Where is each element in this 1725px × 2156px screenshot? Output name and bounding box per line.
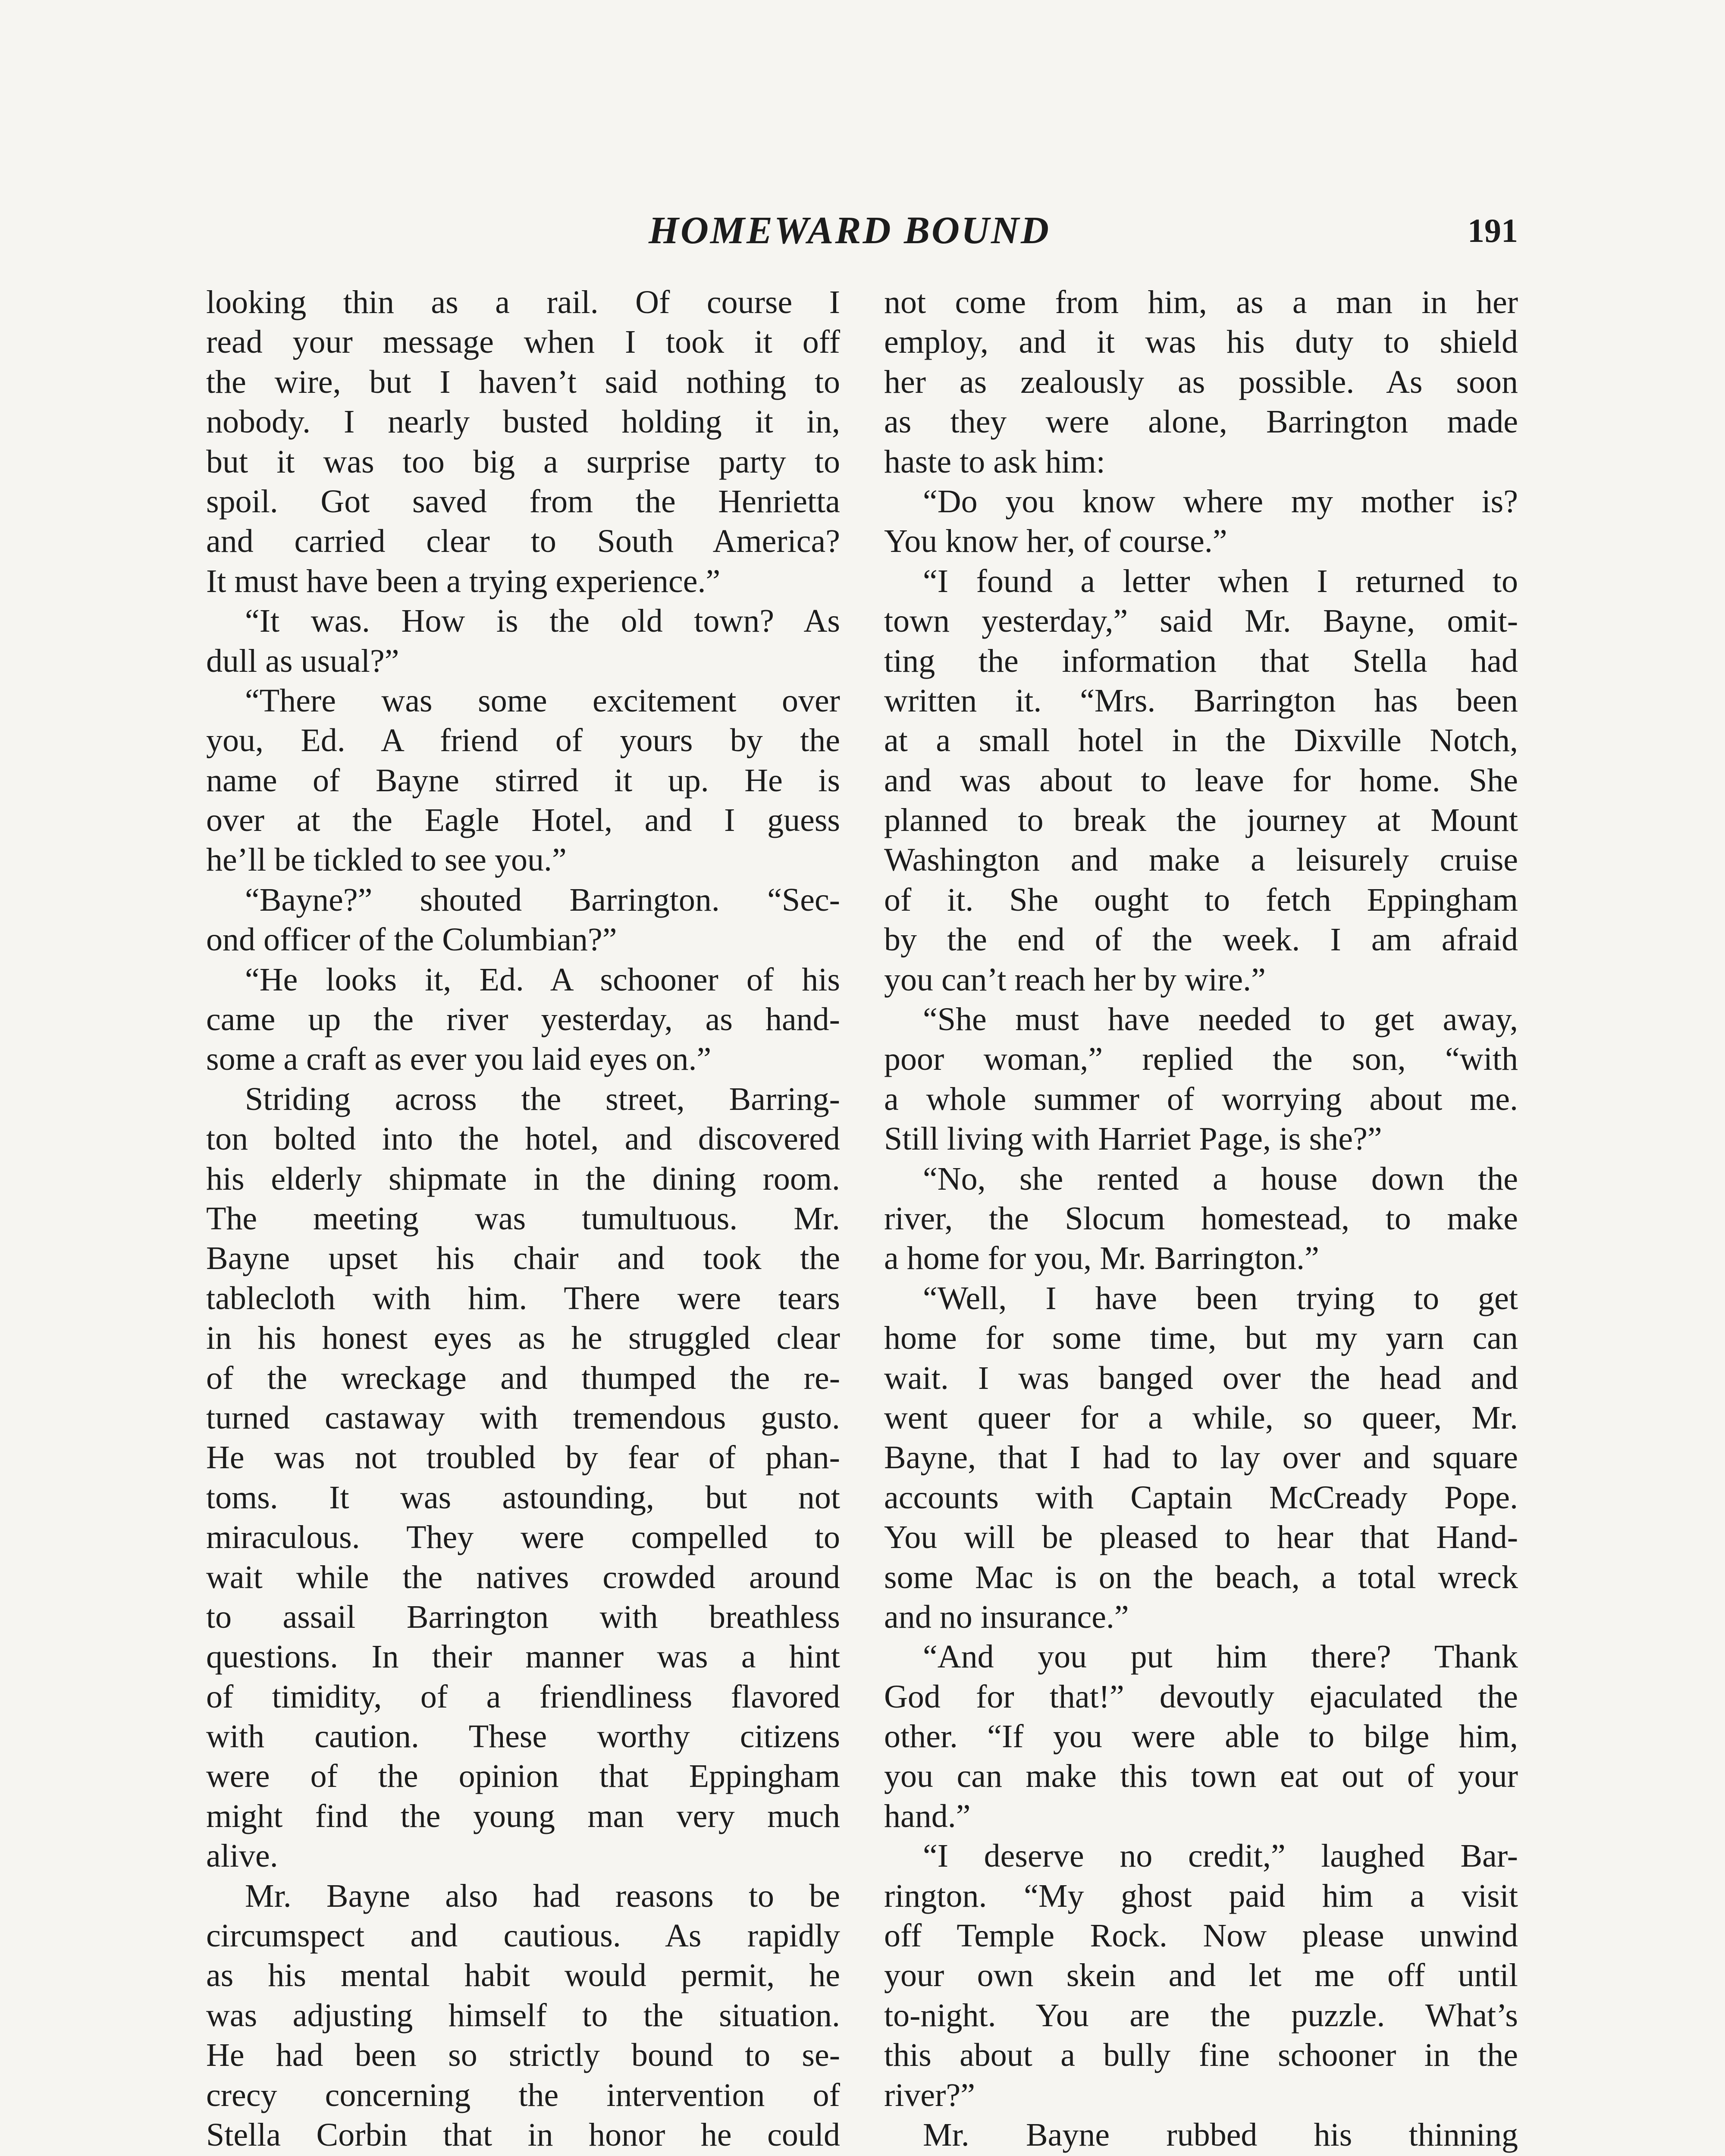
text-line: to assail Barrington with breathless xyxy=(206,1598,840,1635)
text-line: of it. She ought to fetch Eppingham xyxy=(884,881,1518,918)
text-line: rington. “My ghost paid him a visit xyxy=(884,1877,1518,1914)
text-line: “He looks it, Ed. A schooner of his xyxy=(245,961,840,998)
text-line: but it was too big a surprise party to xyxy=(206,443,840,480)
text-line: “It was. How is the old town? As xyxy=(245,603,840,639)
text-line: might find the young man very much xyxy=(206,1798,840,1834)
text-line: as they were alone, Barrington made xyxy=(884,404,1518,440)
text-line: the wire, but I haven’t said nothing to xyxy=(206,364,840,400)
text-line: and no insurance.” xyxy=(884,1598,1129,1635)
text-line: “No, she rented a house down the xyxy=(923,1160,1518,1197)
text-line: Striding across the street, Barring- xyxy=(245,1081,840,1117)
text-line: by the end of the week. I am afraid xyxy=(884,921,1518,958)
text-line: “She must have needed to get away, xyxy=(923,1001,1518,1038)
right-text-column xyxy=(884,282,1518,2156)
text-line: nobody. I nearly busted holding it in, xyxy=(206,404,840,440)
text-line: name of Bayne stirred it up. He is xyxy=(206,762,840,799)
text-line: a whole summer of worrying about me. xyxy=(884,1081,1518,1117)
text-line: He had been so strictly bound to se- xyxy=(206,2037,840,2074)
text-line: town yesterday,” said Mr. Bayne, omit- xyxy=(884,603,1518,639)
text-line: ton bolted into the hotel, and discovered xyxy=(206,1121,840,1157)
text-line: your own skein and let me off until xyxy=(884,1957,1518,1994)
text-line: crecy concerning the intervention of xyxy=(206,2077,840,2113)
text-line: The meeting was tumultuous. Mr. xyxy=(206,1200,840,1237)
text-line: off Temple Rock. Now please unwind xyxy=(884,1918,1518,1954)
text-line: “And you put him there? Thank xyxy=(923,1639,1518,1675)
text-line: and carried clear to South America? xyxy=(206,523,840,560)
text-line: you can make this town eat out of your xyxy=(884,1758,1518,1795)
text-line: turned castaway with tremendous gusto. xyxy=(206,1399,840,1436)
text-line: “Do you know where my mother is? xyxy=(923,483,1518,520)
text-line: He was not troubled by fear of phan- xyxy=(206,1439,840,1476)
text-line: “I deserve no credit,” laughed Bar- xyxy=(923,1838,1518,1874)
text-line: haste to ask him: xyxy=(884,443,1105,480)
text-line: were of the opinion that Eppingham xyxy=(206,1758,840,1795)
text-line: this about a bully fine schooner in the xyxy=(884,2037,1518,2074)
text-line: went queer for a while, so queer, Mr. xyxy=(884,1399,1518,1436)
page-number: 191 xyxy=(1468,212,1518,249)
text-line: “Well, I have been trying to get xyxy=(923,1280,1518,1316)
text-line: not come from him, as a man in her xyxy=(884,284,1518,320)
text-line: “I found a letter when I returned to xyxy=(923,563,1518,599)
text-line: to-night. You are the puzzle. What’s xyxy=(884,1997,1518,2034)
text-line: God for that!” devoutly ejaculated the xyxy=(884,1678,1518,1715)
text-line: Mr. Bayne also had reasons to be xyxy=(245,1877,840,1914)
text-line: Washington and make a leisurely cruise xyxy=(884,842,1518,878)
text-line: other. “If you were able to bilge him, xyxy=(884,1718,1518,1755)
text-line: came up the river yesterday, as hand- xyxy=(206,1001,840,1038)
text-line: Bayne upset his chair and took the xyxy=(206,1240,840,1277)
text-line: You will be pleased to hear that Hand- xyxy=(884,1519,1518,1556)
text-line: a home for you, Mr. Barrington.” xyxy=(884,1240,1319,1277)
left-text-column xyxy=(206,282,840,2156)
text-line: tablecloth with him. There were tears xyxy=(206,1280,840,1316)
text-line: alive. xyxy=(206,1838,278,1874)
text-line: you, Ed. A friend of yours by the xyxy=(206,722,840,759)
text-line: of timidity, of a friendliness flavored xyxy=(206,1678,840,1715)
text-line: of the wreckage and thumped the re- xyxy=(206,1360,840,1396)
text-line: river?” xyxy=(884,2077,975,2113)
text-line: and was about to leave for home. She xyxy=(884,762,1518,799)
text-line: planned to break the journey at Mount xyxy=(884,802,1518,839)
running-title: HOMEWARD BOUND xyxy=(649,209,1051,252)
text-line: home for some time, but my yarn can xyxy=(884,1320,1518,1357)
running-head xyxy=(0,205,1725,257)
text-line: accounts with Captain McCready Pope. xyxy=(884,1479,1518,1516)
text-line: with caution. These worthy citizens xyxy=(206,1718,840,1755)
text-line: as his mental habit would permit, he xyxy=(206,1957,840,1994)
text-line: written it. “Mrs. Barrington has been xyxy=(884,682,1518,719)
text-line: hand.” xyxy=(884,1798,971,1834)
text-line: Mr. Bayne rubbed his thinning xyxy=(923,2116,1518,2153)
text-line: was adjusting himself to the situation. xyxy=(206,1997,840,2034)
text-line: wait. I was banged over the head and xyxy=(884,1360,1518,1396)
text-line: some Mac is on the beach, a total wreck xyxy=(884,1559,1518,1595)
text-line: poor woman,” replied the son, “with xyxy=(884,1041,1518,1078)
text-line: circumspect and cautious. As rapidly xyxy=(206,1918,840,1954)
text-line: he’ll be tickled to see you.” xyxy=(206,842,567,878)
text-line: her as zealously as possible. As soon xyxy=(884,364,1518,400)
text-line: wait while the natives crowded around xyxy=(206,1559,840,1595)
text-line: in his honest eyes as he struggled clear xyxy=(206,1320,840,1357)
text-line: some a craft as ever you laid eyes on.” xyxy=(206,1041,712,1078)
text-line: Stella Corbin that in honor he could xyxy=(206,2116,840,2153)
text-line: “Bayne?” shouted Barrington. “Sec- xyxy=(245,881,840,918)
text-line: You know her, of course.” xyxy=(884,523,1227,560)
text-line: miraculous. They were compelled to xyxy=(206,1519,840,1556)
text-line: you can’t reach her by wire.” xyxy=(884,961,1266,998)
text-line: employ, and it was his duty to shield xyxy=(884,324,1518,360)
text-line: questions. In their manner was a hint xyxy=(206,1639,840,1675)
text-line: at a small hotel in the Dixville Notch, xyxy=(884,722,1518,759)
text-line: read your message when I took it off xyxy=(206,324,840,360)
text-line: toms. It was astounding, but not xyxy=(206,1479,840,1516)
text-line: “There was some excitement over xyxy=(245,682,840,719)
text-line: his elderly shipmate in the dining room. xyxy=(206,1160,840,1197)
text-line: river, the Slocum homestead, to make xyxy=(884,1200,1518,1237)
text-line: Bayne, that I had to lay over and square xyxy=(884,1439,1518,1476)
text-line: spoil. Got saved from the Henrietta xyxy=(206,483,840,520)
text-line: ond officer of the Columbian?” xyxy=(206,921,617,958)
text-line: dull as usual?” xyxy=(206,642,399,679)
text-line: looking thin as a rail. Of course I xyxy=(206,284,840,320)
text-line: over at the Eagle Hotel, and I guess xyxy=(206,802,840,839)
text-line: ting the information that Stella had xyxy=(884,642,1518,679)
text-line: Still living with Harriet Page, is she?” xyxy=(884,1121,1382,1157)
text-line: It must have been a trying experience.” xyxy=(206,563,721,599)
